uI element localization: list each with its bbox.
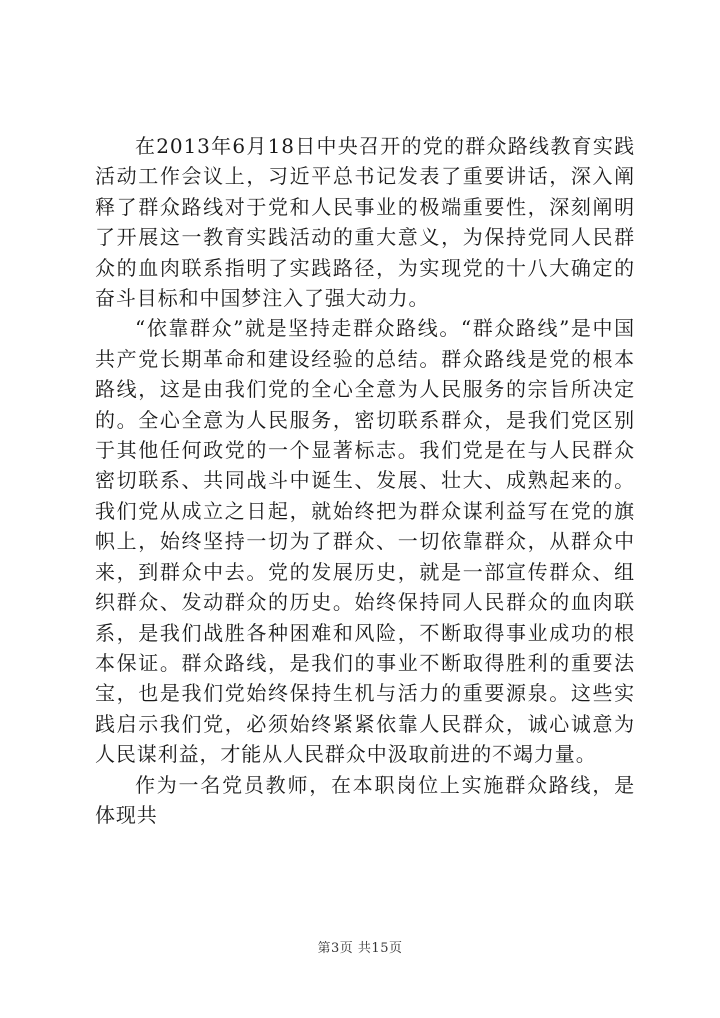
paragraph-3: 作为一名党员教师，在本职岗位上实施群众路线，是体现共 (95, 772, 635, 827)
paragraph-2: “依靠群众”就是坚持走群众路线。“群众路线”是中国共产党长期革命和建设经验的总结。群众路线是党的根本路线，这是由我们党的全心全意为人民服务的宗旨所决定的。全心全意为人民服务，密切联系群众，是我们党区别于其他任何政党的一个显著标志。我们党是在与人民群众密切联系、共同战斗中诞生、发展、壮大、成熟起来的。我们党从成立之日起，就始终把为群众谋利益写在党的旗帜上，始终坚持一切为了群众、一切依靠群众，从群众中来，到群众中去。党的发展历史，就是一部宣传群众、组织群众、发动群众的历史。始终保持同人民群众的血肉联系，是我们战胜各种困难和风险，不断取得事业成功的根本保证。群众路线，是我们的事业不断取得胜利的重要法宝，也是我们党始终保持生机与活力的重要源泉。这些实践启示我们党，必须始终紧紧依靠人民群众，诚心诚意为人民谋利益，才能从人民群众中汲取前进的不竭力量。 (95, 316, 635, 767)
document-body (95, 131, 635, 830)
paragraph-1: 在2013年6月18日中央召开的党的群众路线教育实践活动工作会议上，习近平总书记发表了重要讲话，深入阐释了群众路线对于党和人民事业的极端重要性，深刻阐明了开展这一教育实践活动的重大意义，为保持党同人民群众的血肉联系指明了实践路径，为实现党的十八大确定的奋斗目标和中国梦注入了强大动力。 (95, 134, 635, 311)
page-number-footer: 第3页 共15页 (317, 941, 403, 956)
